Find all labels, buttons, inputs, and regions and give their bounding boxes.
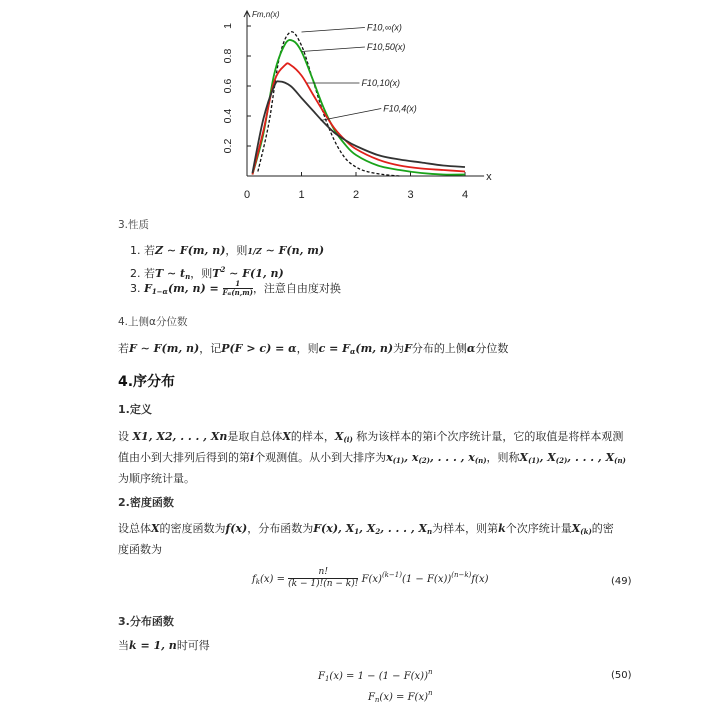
equation-49: $f_k(x)$ = $\frac{n!}{(k - 1)!(n - k)!}$ $F(x)^{(k-1)}(1 - F(x))^{(n-k)}f(x)$ — [252, 567, 489, 589]
x-axis-label: x — [486, 171, 492, 183]
series-label-3: F10,4(x) — [383, 103, 417, 114]
x-tick-label: 0 — [243, 189, 251, 201]
series-label-2: F10,10(x) — [361, 78, 400, 88]
y-tick-label: 1 — [222, 23, 234, 29]
definition-text: 设 X1, X2, . . . , Xn是取自总体X的样本，$X_{(i)}$ 称为该样本的第i个次序统计量，它的取值是将样本观测 值由小到大排列后得到的第i个观测值。从小到大排序为$x_{(1)}$, $x_{(2)}$, . . . , $x_{(n)}$，则称$X_{(1)}$, $X_{(2)}$, . . . , $X_{(n)}$ 为顺序统计量。 — [118, 430, 626, 485]
equation-50-number: (50) — [611, 670, 632, 681]
density-heading: 2.密度函数 — [118, 496, 174, 509]
series-line-2 — [252, 63, 465, 174]
cdf-text: 当k = 1, n时可得 — [118, 639, 210, 652]
series-label-0: F10,∞(x) — [366, 22, 402, 33]
x-tick-label: 1 — [298, 189, 305, 201]
series-leader-3 — [321, 109, 382, 121]
series-leader-1 — [302, 47, 365, 52]
y-tick-label: 0.6 — [222, 78, 234, 94]
cdf-heading: 3.分布函数 — [118, 615, 174, 628]
series-line-3 — [252, 81, 465, 173]
x-tick-label: 4 — [461, 189, 469, 201]
section-title-order-distribution: 4.序分布 — [118, 374, 176, 390]
x-tick-label: 2 — [352, 189, 360, 201]
y-axis-label: Fm,n(x) — [252, 10, 280, 19]
chart-plot-area — [222, 10, 492, 201]
equation-49-number: (49) — [611, 576, 632, 587]
y-tick-label: 0.2 — [222, 138, 234, 154]
x-tick-label: 3 — [407, 189, 414, 201]
definition-heading: 1.定义 — [118, 403, 152, 416]
equation-50: $F_1(x) = 1 - (1 - F(x))^n$ $F_n(x) = F(x)^n$ — [318, 668, 433, 704]
series-leader-0 — [302, 28, 365, 33]
series-label-1: F10,50(x) — [366, 42, 406, 52]
properties-heading: 3.性质 — [118, 219, 150, 231]
density-text: 设总体X的密度函数为f(x)，分布函数为F(x), $X_1$, $X_2$, . . . , $X_n$为样本，则第k个次序统计量$X_{(k)}$的密 度函数为 — [118, 522, 614, 556]
property-1: 1. 若Z ∼ F(m, n)，则1/Z ∼ F(n, m) — [130, 244, 325, 257]
property-2: 2. 若T ∼ $t_n$，则$T^2$ ∼ F(1, n) — [130, 265, 284, 281]
property-3: 3. $F_{1-\alpha}(m$, n) = $\frac{1}{F\alpha(n,m)}$ ，注意自由度对换 — [130, 279, 341, 297]
quantile-text: 若F ∼ F(m, n)，记P(F > c) = α，则$c = F_\alpha(m$, n)为F分布的上侧α分位数 — [118, 342, 509, 356]
y-tick-label: 0.8 — [222, 48, 234, 64]
quantile-heading: 4.上侧α分位数 — [118, 316, 188, 328]
y-tick-label: 0.4 — [222, 108, 234, 124]
series-line-1 — [252, 40, 465, 175]
f-distribution-chart — [200, 0, 540, 210]
